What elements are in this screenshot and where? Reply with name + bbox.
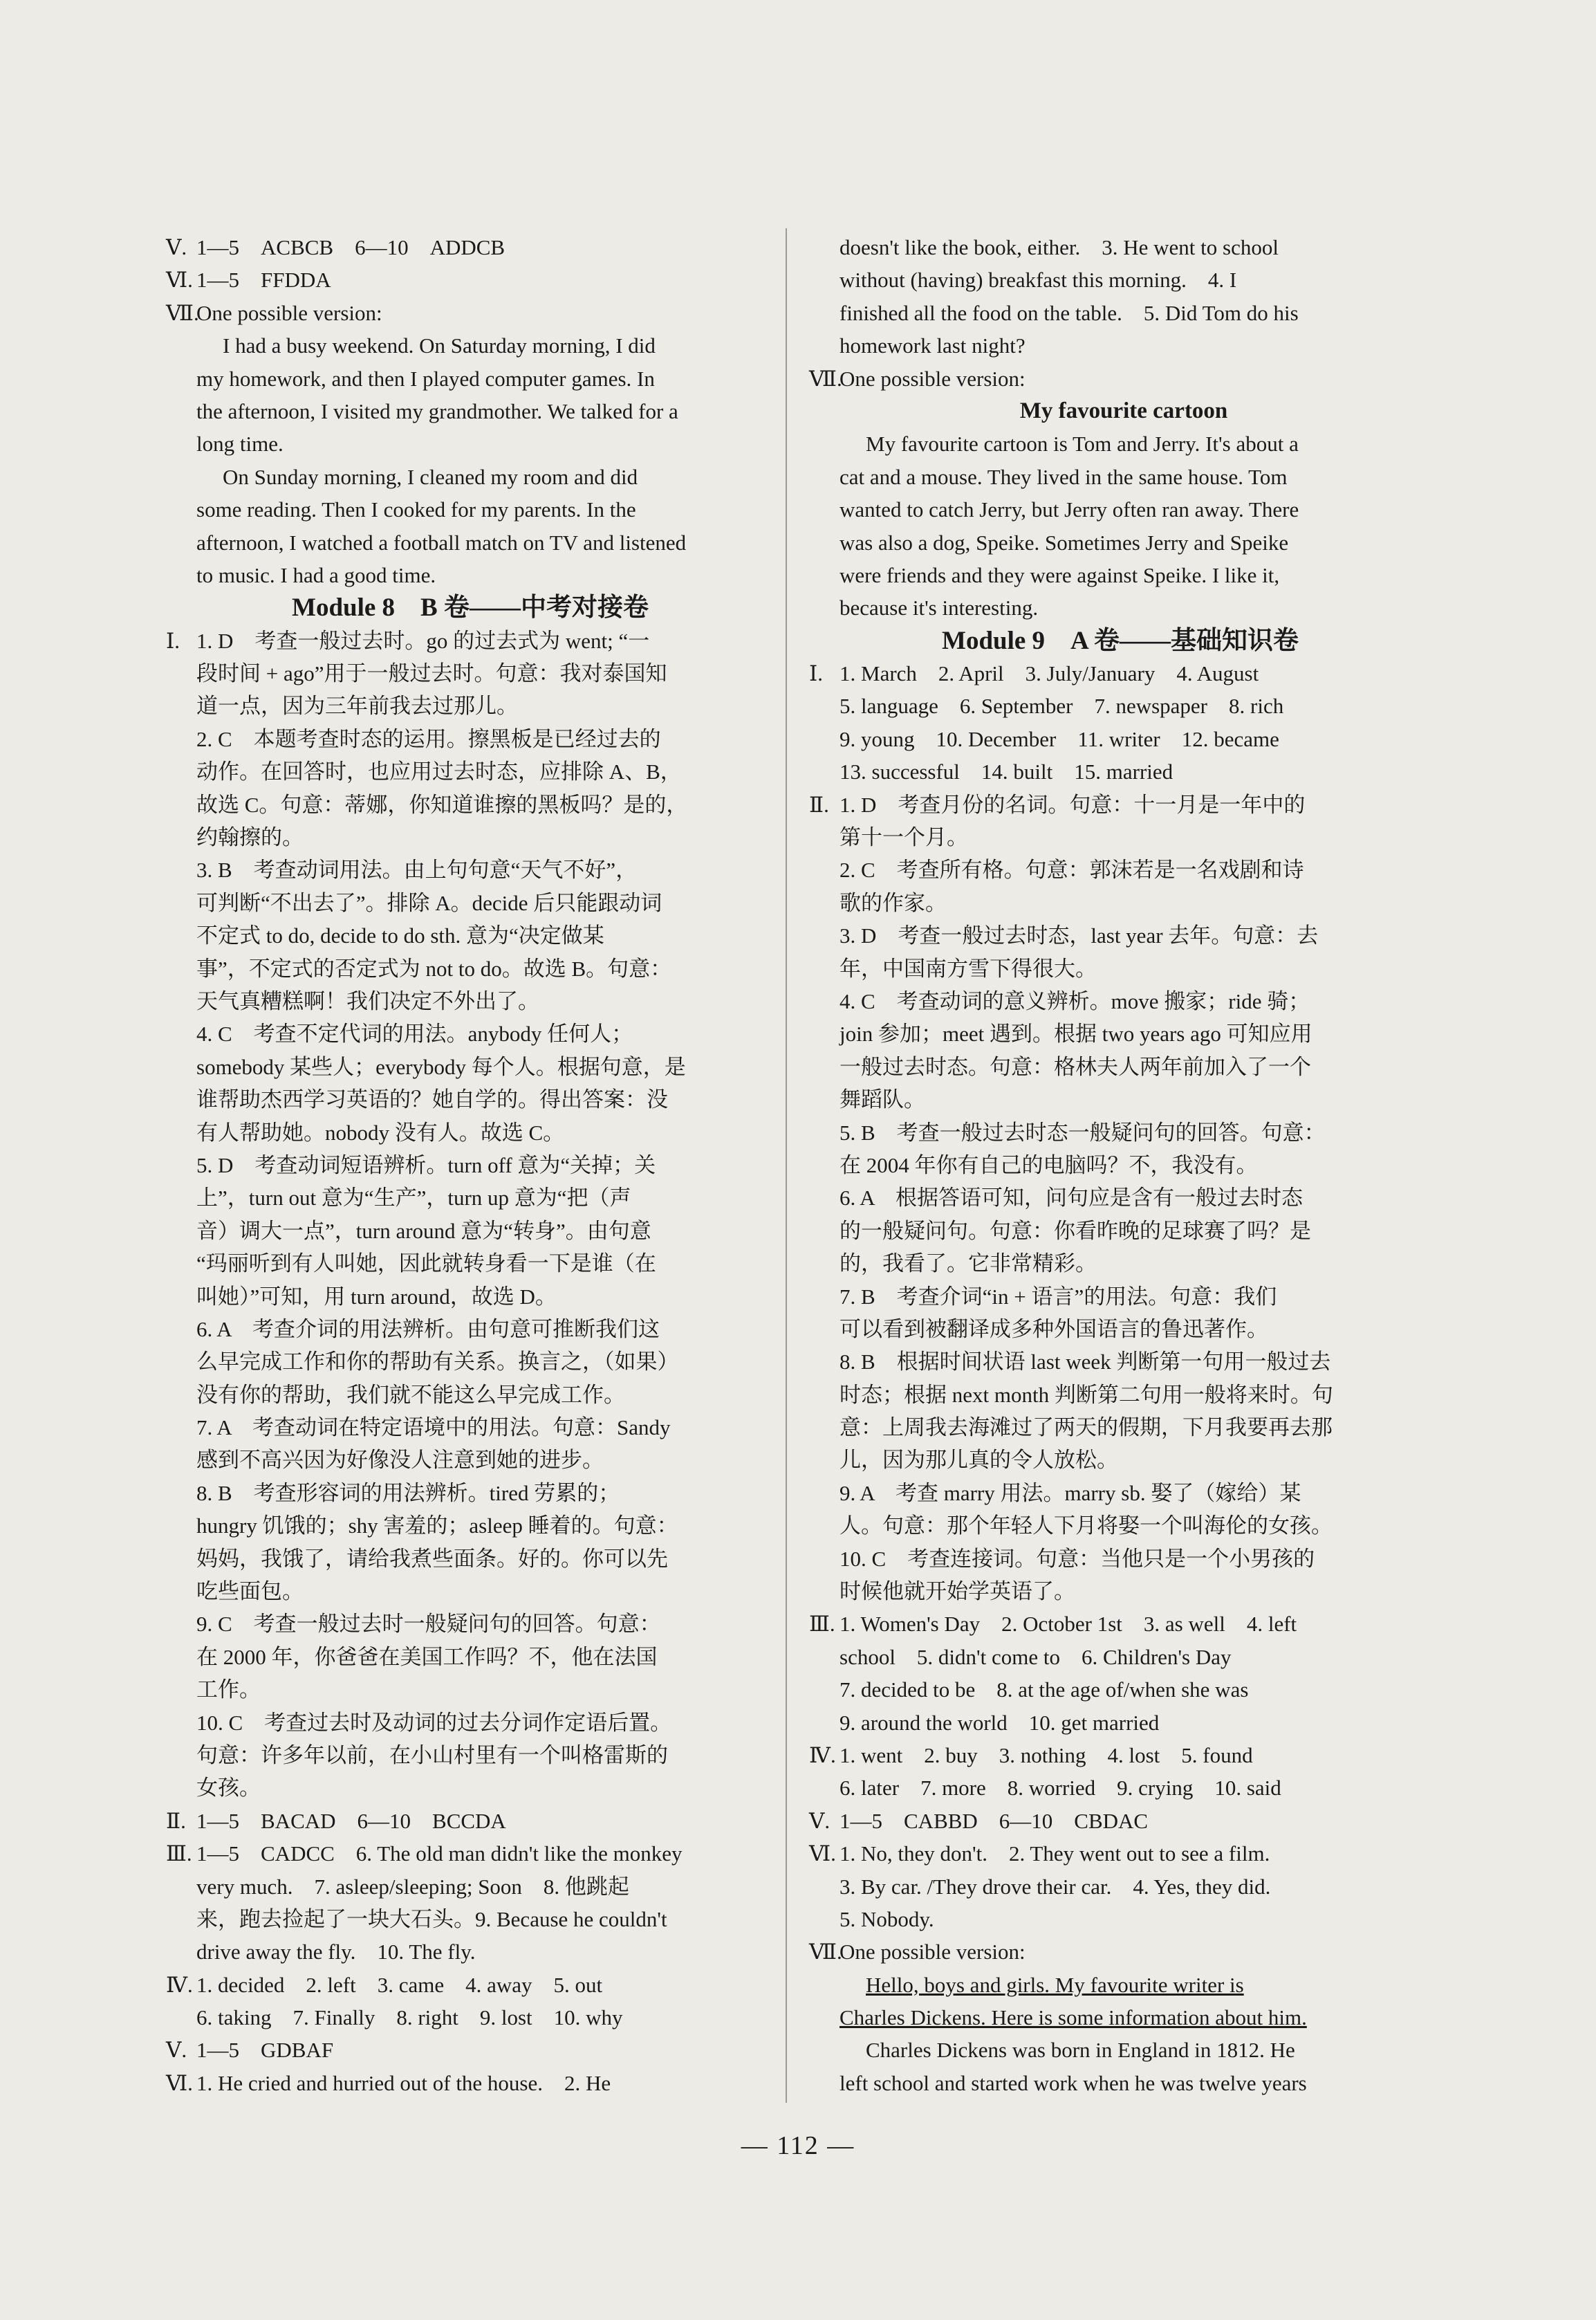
text-line (809, 1116, 1418, 1149)
text-line (166, 1345, 761, 1378)
line-text: 4. C 考查不定代词的用法。anybody 任何人； (196, 1022, 633, 1047)
text-line (166, 1477, 761, 1509)
line-text: My favourite cartoon is Tom and Jerry. It's about a (866, 432, 1299, 457)
text-line (809, 2001, 1418, 2034)
line-text: One possible version: (839, 366, 1026, 391)
text-line (166, 2034, 761, 2066)
text-line (166, 1771, 761, 1804)
line-text: 6. later 7. more 8. worried 9. crying 10. said (839, 1776, 1281, 1801)
line-text: school 5. didn't come to 6. Children's Day (839, 1644, 1232, 1669)
line-text: Module 8 B 卷——中考对接卷 (292, 593, 649, 623)
text-line (166, 1903, 761, 1935)
text-line (809, 1379, 1418, 1411)
text-line (809, 1575, 1418, 1608)
text-line (166, 362, 761, 395)
line-text: One possible version: (196, 300, 382, 325)
text-line (809, 1444, 1418, 1476)
text-line (166, 1543, 761, 1575)
line-text: 1—5 CADCC 6. The old man didn't like the monkey (196, 1841, 683, 1866)
line-text: 3. By car. /They drove their car. 4. Yes, they did. (839, 1874, 1271, 1899)
text-line (166, 461, 761, 493)
column-divider (786, 228, 787, 2103)
text-line (809, 297, 1418, 329)
text-line (166, 329, 761, 362)
line-text: 妈妈，我饿了，请给我煮些面条。好的。你可以先 (196, 1546, 668, 1571)
right-column (809, 231, 1418, 2099)
line-text: 1—5 CABBD 6—10 CBDAC (839, 1808, 1149, 1833)
question-number: Ⅶ. (809, 366, 842, 391)
text-line (166, 1739, 761, 1771)
section-heading (809, 625, 1418, 657)
line-text: 2. C 本题考查时态的运用。擦黑板是已经过去的 (196, 726, 661, 751)
text-line (166, 559, 761, 591)
line-text: drive away the fly. 10. The fly. (196, 1940, 476, 1964)
line-text: Hello, boys and girls. My favourite writer is (866, 1972, 1244, 1997)
line-text: 6. A 考查介词的用法辨析。由句意可推断我们这 (196, 1316, 660, 1341)
line-text: 动作。在回答时，也应用过去时态，应排除 A、B， (196, 759, 682, 784)
text-line (809, 1543, 1418, 1575)
line-text: were friends and they were against Speike. I like it, (839, 562, 1280, 587)
line-text: 上”，turn out 意为“生产”，turn up 意为“把（声 (196, 1186, 631, 1210)
text-line (166, 1673, 761, 1706)
line-text: 不定式 to do, decide to do sth. 意为“决定做某 (196, 923, 604, 948)
text-line (166, 1181, 761, 1214)
text-line (166, 919, 761, 952)
question-number: Ⅳ. (809, 1742, 836, 1767)
line-text: 可以看到被翻译成多种外国语言的鲁迅著作。 (839, 1316, 1268, 1341)
text-line (166, 1215, 761, 1247)
line-text: 事”，不定式的否定式为 not to do。故选 B。句意： (196, 956, 672, 981)
line-text: 1—5 ACBCB 6—10 ADDCB (196, 235, 505, 259)
line-text: 一般过去时态。句意：格林夫人两年前加入了一个 (839, 1054, 1311, 1079)
text-line (809, 1018, 1418, 1050)
text-line (166, 1018, 761, 1050)
line-text: 年，中国南方雪下得很大。 (839, 956, 1097, 981)
text-line (809, 493, 1418, 526)
text-line (809, 723, 1418, 755)
question-number: Ⅱ. (166, 1808, 186, 1833)
text-line (166, 1411, 761, 1444)
text-line (809, 854, 1418, 886)
page-number: — 112 — (741, 2131, 855, 2160)
line-text: 在 2004 年你有自己的电脑吗？不，我没有。 (839, 1152, 1258, 1177)
text-line (809, 821, 1418, 854)
question-number: Ⅰ. (166, 628, 180, 653)
line-text: 时态；根据 next month 判断第二句用一般将来时。句 (839, 1382, 1333, 1407)
question-number: Ⅶ. (809, 1940, 842, 1964)
line-text: 8. B 考查形容词的用法辨析。tired 劳累的； (196, 1480, 620, 1505)
line-text: 4. C 考查动词的意义辨析。move 搬家；ride 骑； (839, 988, 1310, 1013)
text-line (166, 1935, 761, 1968)
line-text: 句意：许多年以前，在小山村里有一个叫格雷斯的 (196, 1742, 668, 1767)
text-line (809, 1051, 1418, 1083)
line-text: the afternoon, I visited my grandmother. We talked for a (196, 398, 678, 423)
line-text: 约翰擦的。 (196, 825, 304, 850)
line-text: 第十一个月。 (839, 825, 968, 850)
text-line (809, 1641, 1418, 1673)
line-text: 1. No, they don't. 2. They went out to see a film. (839, 1841, 1270, 1866)
text-line (166, 952, 761, 985)
question-number: Ⅰ. (809, 661, 823, 686)
text-line (809, 1083, 1418, 1116)
question-number: Ⅲ. (809, 1612, 835, 1637)
text-line (166, 723, 761, 755)
text-line (166, 854, 761, 886)
line-text: My favourite cartoon (1019, 398, 1228, 423)
text-line (809, 2034, 1418, 2066)
line-text: 在 2000 年，你爸爸在美国工作吗？不，他在法国 (196, 1644, 658, 1669)
text-line (166, 821, 761, 854)
line-text: hungry 饥饿的；shy 害羞的；asleep 睡着的。句意： (196, 1513, 678, 1538)
line-text: 9. C 考查一般过去时一般疑问句的回答。句意： (196, 1612, 661, 1637)
line-text: 9. around the world 10. get married (839, 1710, 1160, 1735)
text-line (166, 1083, 761, 1116)
line-text: Charles Dickens was born in England in 1812. He (866, 2038, 1295, 2063)
line-text: 6. A 根据答语可知，问句应是含有一般过去时态 (839, 1186, 1303, 1210)
text-line (809, 789, 1418, 821)
text-line (166, 231, 761, 264)
line-text: long time. (196, 432, 284, 457)
text-line (166, 395, 761, 427)
text-line (809, 559, 1418, 591)
line-text: 2. C 考查所有格。句意：郭沫若是一名戏剧和诗 (839, 858, 1304, 883)
text-line (166, 297, 761, 329)
line-text: Module 9 A 卷——基础知识卷 (942, 626, 1299, 655)
line-text: 5. D 考查动词短语辨析。turn off 意为“关掉；关 (196, 1152, 656, 1177)
line-text: homework last night? (839, 333, 1026, 358)
line-text: 叫她）”可知，用 turn around，故选 D。 (196, 1284, 557, 1309)
text-line (809, 755, 1418, 788)
text-line (809, 919, 1418, 952)
text-line (166, 1641, 761, 1673)
line-text: finished all the food on the table. 5. Did Tom do his (839, 300, 1299, 325)
line-text: 道一点，因为三年前我去过那儿。 (196, 694, 518, 719)
question-number: Ⅲ. (166, 1841, 192, 1866)
line-text: some reading. Then I cooked for my parents. In the (196, 497, 636, 522)
question-number: Ⅵ. (166, 268, 193, 293)
text-line (166, 1837, 761, 1870)
text-line (166, 1379, 761, 1411)
text-line (166, 427, 761, 460)
text-line (166, 755, 761, 788)
text-line (166, 1805, 761, 1837)
text-line (166, 264, 761, 296)
text-line (809, 887, 1418, 919)
line-text: to music. I had a good time. (196, 562, 436, 587)
line-text: 1—5 BACAD 6—10 BCCDA (196, 1808, 506, 1833)
text-line (166, 789, 761, 821)
line-text: 舞蹈队。 (839, 1087, 925, 1112)
question-number: Ⅱ. (809, 792, 829, 817)
line-text: join 参加；meet 遇到。根据 two years ago 可知应用 (839, 1022, 1312, 1047)
text-line (809, 1411, 1418, 1444)
line-text: left school and started work when he was twelve years (839, 2070, 1307, 2095)
line-text: 5. language 6. September 7. newspaper 8. rich (839, 694, 1284, 719)
line-text: 可判断“不出去了”。排除 A。decide 后只能跟动词 (196, 890, 662, 915)
line-text: 1. decided 2. left 3. came 4. away 5. out (196, 1972, 603, 1997)
text-line (809, 1739, 1418, 1771)
line-text: 3. B 考查动词用法。由上句句意“天气不好”， (196, 858, 638, 883)
line-text: 10. C 考查过去时及动词的过去分词作定语后置。 (196, 1710, 672, 1735)
line-text: cat and a mouse. They lived in the same house. Tom (839, 464, 1288, 489)
text-line (809, 1477, 1418, 1509)
line-text: 没有你的帮助，我们就不能这么早完成工作。 (196, 1382, 625, 1407)
text-line (166, 985, 761, 1018)
line-text: 时候他就开始学英语了。 (839, 1579, 1075, 1604)
text-line (166, 625, 761, 657)
line-text: 1—5 FFDDA (196, 268, 331, 293)
line-text: 1. Women's Day 2. October 1st 3. as well 4. left (839, 1612, 1297, 1637)
line-text: 故选 C。句意：蒂娜，你知道谁擦的黑板吗？是的， (196, 792, 688, 817)
line-text: my homework, and then I played computer games. In (196, 366, 655, 391)
line-text: 3. D 考查一般过去时态，last year 去年。句意：去 (839, 923, 1319, 948)
text-line (809, 1215, 1418, 1247)
line-text: 音）调大一点”，turn around 意为“转身”。由句意 (196, 1218, 651, 1243)
line-text: wanted to catch Jerry, but Jerry often ran away. There (839, 497, 1299, 522)
text-line (166, 690, 761, 722)
text-line (166, 1969, 761, 2001)
text-line (809, 1247, 1418, 1280)
text-line (809, 1181, 1418, 1214)
text-line (166, 657, 761, 690)
line-text: 么早完成工作和你的帮助有关系。换言之，（如果） (196, 1350, 679, 1374)
composition-title (809, 395, 1418, 427)
text-line (809, 427, 1418, 460)
question-number: Ⅴ. (809, 1808, 831, 1833)
text-line (809, 461, 1418, 493)
text-line (809, 1935, 1418, 1968)
line-text: 8. B 根据时间状语 last week 判断第一句用一般过去 (839, 1350, 1331, 1374)
line-text: 1—5 GDBAF (196, 2038, 334, 2063)
text-line (809, 231, 1418, 264)
text-line (809, 1345, 1418, 1378)
text-line (809, 591, 1418, 624)
line-text: 来，跑去捡起了一块大石头。9. Because he couldn't (196, 1906, 667, 1931)
text-line (809, 985, 1418, 1018)
text-line (166, 1509, 761, 1542)
line-text: 谁帮助杰西学习英语的？她自学的。得出答案：没 (196, 1087, 668, 1112)
line-text: 儿，因为那儿真的令人放松。 (839, 1448, 1118, 1473)
line-text: afternoon, I watched a football match on TV and listened (196, 530, 687, 555)
text-line (809, 1771, 1418, 1804)
text-line (809, 2067, 1418, 2099)
text-line (809, 1969, 1418, 2001)
line-text: 7. A 考查动词在特定语境中的用法。句意：Sandy (196, 1415, 671, 1440)
text-line (166, 2067, 761, 2099)
text-line (809, 1673, 1418, 1706)
question-number: Ⅴ. (166, 235, 187, 259)
line-text: 吃些面包。 (196, 1579, 304, 1604)
text-line (166, 1149, 761, 1181)
line-text: 的一般疑问句。句意：你看昨晚的足球赛了吗？是 (839, 1218, 1311, 1243)
line-text: 1. D 考查月份的名词。句意：十一月是一年中的 (839, 792, 1306, 817)
line-text: somebody 某些人；everybody 每个人。根据句意，是 (196, 1054, 686, 1079)
text-line (166, 1247, 761, 1280)
text-line (166, 1575, 761, 1608)
text-line (809, 264, 1418, 296)
text-line (809, 1805, 1418, 1837)
line-text: “玛丽听到有人叫她，因此就转身看一下是谁（在 (196, 1251, 656, 1276)
text-line (809, 952, 1418, 985)
line-text: 7. decided to be 8. at the age of/when she was (839, 1677, 1249, 1702)
text-line (809, 1837, 1418, 1870)
line-text: Charles Dickens. Here is some information about him. (839, 2005, 1307, 2030)
line-text: 13. successful 14. built 15. married (839, 759, 1173, 784)
text-line (166, 1706, 761, 1739)
text-line (166, 887, 761, 919)
text-line (166, 1051, 761, 1083)
text-line (809, 657, 1418, 690)
text-line (809, 329, 1418, 362)
text-line (809, 1608, 1418, 1640)
line-text: On Sunday morning, I cleaned my room and did (223, 464, 638, 489)
line-text: 歌的作家。 (839, 890, 947, 915)
text-line (166, 1870, 761, 1903)
text-line (809, 1509, 1418, 1542)
line-text: 9. young 10. December 11. writer 12. became (839, 726, 1279, 751)
text-line (166, 2001, 761, 2034)
line-text: without (having) breakfast this morning. 4. I (839, 268, 1237, 293)
section-heading (166, 591, 761, 624)
text-line (809, 1903, 1418, 1935)
line-text: because it's interesting. (839, 596, 1039, 620)
text-line (166, 1116, 761, 1149)
question-number: Ⅳ. (166, 1972, 193, 1997)
line-text: 1. went 2. buy 3. nothing 4. lost 5. found (839, 1742, 1253, 1767)
question-number: Ⅵ. (166, 2070, 193, 2095)
line-text: I had a busy weekend. On Saturday morning, I did (223, 333, 656, 358)
text-line (166, 493, 761, 526)
text-line (166, 1444, 761, 1476)
text-line (809, 690, 1418, 722)
line-text: One possible version: (839, 1940, 1026, 1964)
line-text: 10. C 考查连接词。句意：当他只是一个小男孩的 (839, 1546, 1315, 1571)
line-text: 感到不高兴因为好像没人注意到她的进步。 (196, 1448, 604, 1473)
line-text: 的，我看了。它非常精彩。 (839, 1251, 1097, 1276)
text-line (809, 1280, 1418, 1313)
line-text: 女孩。 (196, 1776, 261, 1801)
line-text: 天气真糟糕啊！我们决定不外出了。 (196, 988, 539, 1013)
line-text: 意：上周我去海滩过了两天的假期，下月我要再去那 (839, 1415, 1333, 1440)
text-line (809, 1149, 1418, 1181)
line-text: very much. 7. asleep/sleeping; Soon 8. 他跳起 (196, 1874, 629, 1899)
line-text: 1. March 2. April 3. July/January 4. August (839, 661, 1259, 686)
left-column (166, 231, 761, 2099)
line-text: 5. B 考查一般过去时态一般疑问句的回答。句意： (839, 1120, 1326, 1145)
text-line (166, 526, 761, 559)
line-text: 5. Nobody. (839, 1906, 934, 1931)
text-line (809, 362, 1418, 395)
line-text: 有人帮助她。nobody 没有人。故选 C。 (196, 1120, 565, 1145)
text-line (166, 1313, 761, 1345)
line-text: 6. taking 7. Finally 8. right 9. lost 10. why (196, 2005, 623, 2030)
line-text: was also a dog, Speike. Sometimes Jerry and Speike (839, 530, 1289, 555)
line-text: 7. B 考查介词“in + 语言”的用法。句意：我们 (839, 1284, 1277, 1309)
line-text: 段时间 + ago”用于一般过去时。句意：我对泰国知 (196, 661, 667, 686)
line-text: 工作。 (196, 1677, 261, 1702)
question-number: Ⅴ. (166, 2038, 187, 2063)
line-text: 1. D 考查一般过去时。go 的过去式为 went; “一 (196, 628, 650, 653)
line-text: 人。句意：那个年轻人下月将娶一个叫海伦的女孩。 (839, 1513, 1333, 1538)
line-text: doesn't like the book, either. 3. He went to school (839, 235, 1279, 259)
question-number: Ⅵ. (809, 1841, 836, 1866)
text-line (166, 1280, 761, 1313)
text-line (809, 1313, 1418, 1345)
line-text: 1. He cried and hurried out of the house. 2. He (196, 2070, 611, 2095)
text-line (809, 1706, 1418, 1739)
text-line (166, 1608, 761, 1640)
line-text: 9. A 考查 marry 用法。marry sb. 娶了（嫁给）某 (839, 1480, 1301, 1505)
question-number: Ⅶ. (166, 300, 199, 325)
text-line (809, 1870, 1418, 1903)
text-line (809, 526, 1418, 559)
